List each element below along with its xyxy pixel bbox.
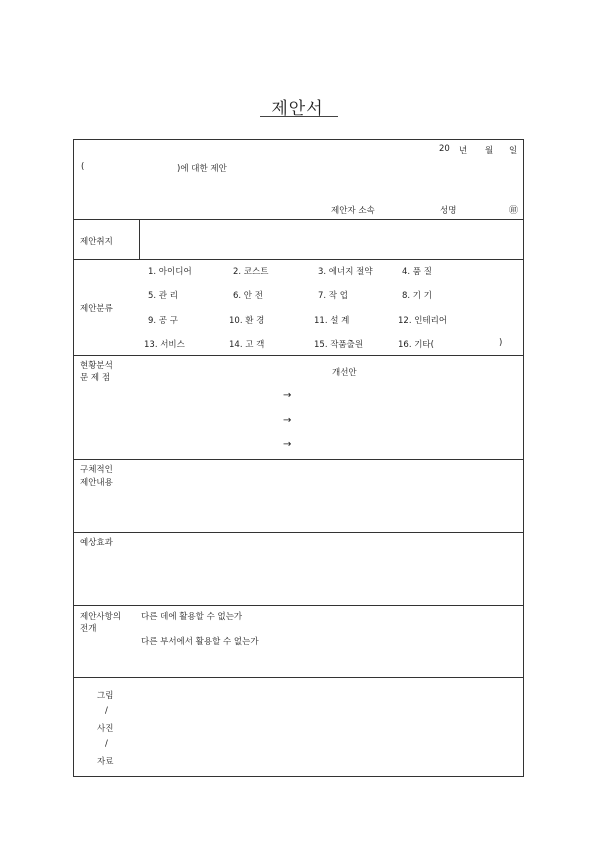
category-item: 12. 인테리어 [398, 316, 448, 326]
row-divider [74, 459, 523, 460]
attachment-label-figure: 그림 [97, 691, 114, 701]
category-other-close-paren: ) [499, 338, 503, 348]
attachment-label-material: 자료 [97, 757, 114, 767]
analysis-label-line2: 문 제 점 [80, 373, 111, 383]
category-label: 제안분류 [80, 304, 113, 314]
column-divider [139, 219, 140, 259]
category-item: 13. 서비스 [144, 340, 185, 350]
title-underline [260, 116, 338, 117]
row-divider [74, 219, 523, 220]
analysis-label-line1: 현황분석 [80, 361, 113, 371]
category-item: 4. 품 질 [402, 267, 432, 277]
expansion-question: 다른 데에 활용할 수 없는가 [141, 612, 243, 622]
subject-open-paren: ( [81, 162, 85, 172]
arrow-icon: → [283, 439, 292, 450]
arrow-icon: → [283, 390, 292, 401]
row-divider [74, 532, 523, 533]
category-item: 11. 설 계 [314, 316, 350, 326]
proposal-form [73, 139, 524, 777]
category-item: 6. 안 전 [233, 291, 263, 301]
category-item: 9. 공 구 [148, 316, 178, 326]
category-item: 15. 작품출원 [314, 340, 364, 350]
category-item: 8. 기 기 [402, 291, 432, 301]
date-year-unit: 년 [459, 146, 468, 156]
arrow-icon: → [283, 415, 292, 426]
category-item: 7. 작 업 [318, 291, 348, 301]
attachment-separator: / [105, 739, 108, 749]
effect-label: 예상효과 [80, 538, 113, 548]
date-day-unit: 일 [509, 146, 518, 156]
expansion-label-line2: 전개 [80, 624, 97, 634]
purpose-label: 제안취지 [80, 237, 113, 247]
expansion-question: 다른 부서에서 활용할 수 없는가 [141, 637, 259, 647]
category-item: 16. 기타( [398, 340, 434, 350]
seal-mark: ㊞ [509, 206, 519, 216]
row-divider [74, 677, 523, 678]
row-divider [74, 605, 523, 606]
attachment-label-photo: 사진 [97, 724, 114, 734]
subject-suffix: )에 대한 제안 [177, 164, 227, 174]
row-divider [74, 259, 523, 260]
category-item: 5. 관 리 [148, 291, 178, 301]
name-label: 성명 [440, 206, 457, 216]
date-month-unit: 월 [485, 146, 494, 156]
concrete-label-line1: 구체적인 [80, 465, 113, 475]
category-item: 2. 코스트 [233, 267, 269, 277]
category-item: 10. 환 경 [229, 316, 265, 326]
category-item: 14. 고 객 [229, 340, 265, 350]
category-item: 3. 에너지 절약 [318, 267, 373, 277]
expansion-label-line1: 제안사항의 [80, 612, 122, 622]
concrete-label-line2: 제안내용 [80, 478, 113, 488]
category-item: 1. 아이디어 [148, 267, 192, 277]
row-divider [74, 355, 523, 356]
improvement-label: 개선안 [332, 368, 357, 378]
attachment-separator: / [105, 706, 108, 716]
proposer-affiliation-label: 제안자 소속 [331, 206, 375, 216]
date-year: 20 [439, 144, 450, 154]
page-title: 제안서 [271, 99, 324, 119]
